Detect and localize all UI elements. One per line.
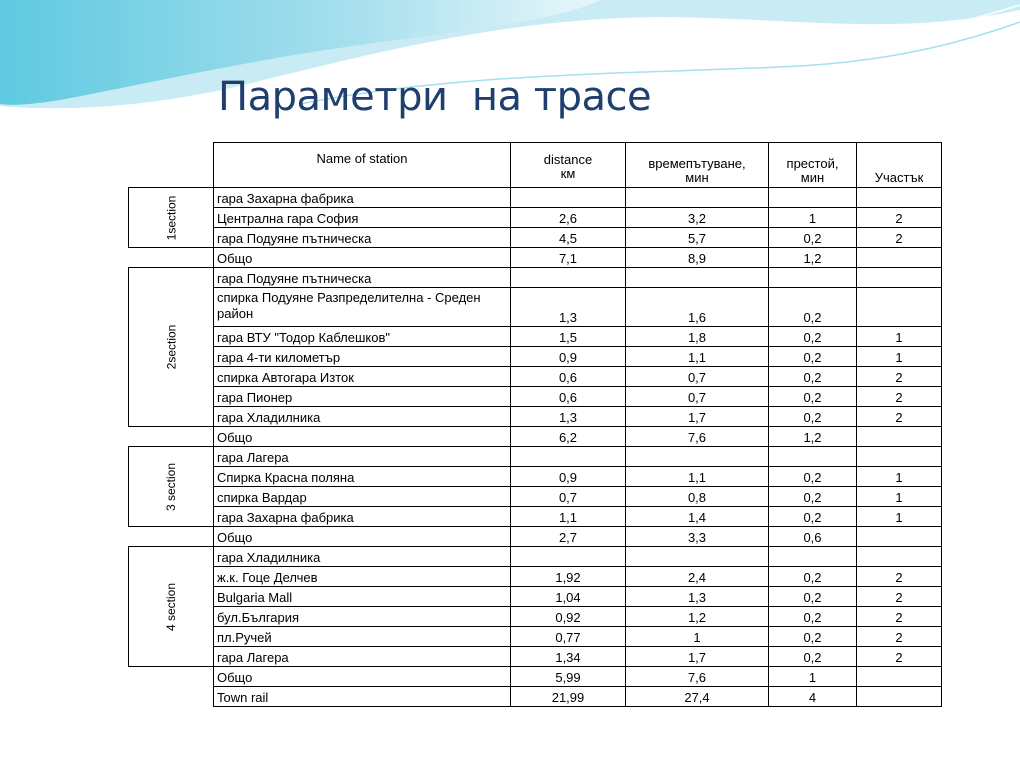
table-row-time: 0,7 <box>625 386 769 407</box>
table-row-stop: 0,2 <box>768 386 857 407</box>
table-row-distance: 0,9 <box>510 346 626 367</box>
total-row-stop: 1,2 <box>768 426 857 447</box>
table-row-stop <box>768 187 857 208</box>
table-row-distance: 0,92 <box>510 606 626 627</box>
table-row-segment <box>856 546 942 567</box>
table-row-name: Централна гара София <box>213 207 511 228</box>
table-row-stop <box>768 546 857 567</box>
table-row-stop: 0,2 <box>768 326 857 347</box>
table-row-distance <box>510 446 626 467</box>
section-label-4 <box>128 546 214 667</box>
table-row-stop: 0,2 <box>768 227 857 248</box>
total-row-stop: 0,6 <box>768 526 857 547</box>
table-row-segment: 2 <box>856 586 942 607</box>
table-row-distance: 0,6 <box>510 366 626 387</box>
table-row-name: гара ВТУ "Тодор Каблешков" <box>213 326 511 347</box>
table-row-time <box>625 446 769 467</box>
total-row-time: 8,9 <box>625 247 769 268</box>
table-row-segment <box>856 446 942 467</box>
table-row-stop: 0,2 <box>768 366 857 387</box>
table-row-time <box>625 546 769 567</box>
table-row-distance: 1,34 <box>510 646 626 667</box>
table-row-time: 1 <box>625 626 769 647</box>
table-row-time: 2,4 <box>625 566 769 587</box>
total-row-segment <box>856 666 942 687</box>
table-row-distance: 2,6 <box>510 207 626 228</box>
table-row-segment: 2 <box>856 566 942 587</box>
table-row-name: гара Захарна фабрика <box>213 506 511 527</box>
table-row-segment: 2 <box>856 626 942 647</box>
table-row-segment: 2 <box>856 606 942 627</box>
table-row-name: гара Пионер <box>213 386 511 407</box>
table-row-name: Bulgaria Mall <box>213 586 511 607</box>
table-row-distance: 1,3 <box>510 406 626 427</box>
total-row-stop: 1 <box>768 666 857 687</box>
table-row-segment: 2 <box>856 207 942 228</box>
table-row-distance: 4,5 <box>510 227 626 248</box>
table-row-time: 1,8 <box>625 326 769 347</box>
total-row-segment <box>856 426 942 447</box>
table-row-time: 5,7 <box>625 227 769 248</box>
table-row-distance <box>510 267 626 288</box>
table-row-name: гара Подуяне пътническа <box>213 267 511 288</box>
table-row-segment: 2 <box>856 646 942 667</box>
total-row-time: 7,6 <box>625 426 769 447</box>
total-row-time: 3,3 <box>625 526 769 547</box>
table-row-segment <box>856 267 942 288</box>
grand-total-row-segment <box>856 686 942 707</box>
total-row-distance: 2,7 <box>510 526 626 547</box>
table-row-name: Спирка Красна поляна <box>213 466 511 487</box>
table-row-stop: 0,2 <box>768 466 857 487</box>
table-row-stop <box>768 267 857 288</box>
table-row-segment: 1 <box>856 466 942 487</box>
header-time: времепътуване, мин <box>625 142 769 188</box>
section-label-text: 1section <box>163 195 178 240</box>
table-row-name: пл.Ручей <box>213 626 511 647</box>
table-row-time <box>625 187 769 208</box>
table-row-time <box>625 267 769 288</box>
table-row-segment: 1 <box>856 346 942 367</box>
table-row-segment: 2 <box>856 386 942 407</box>
table-row-time: 0,8 <box>625 486 769 507</box>
table-row-name: гара Захарна фабрика <box>213 187 511 208</box>
table-row-distance: 1,04 <box>510 586 626 607</box>
table-row-stop: 0,2 <box>768 626 857 647</box>
table-row-time: 3,2 <box>625 207 769 228</box>
table-row-distance: 0,77 <box>510 626 626 647</box>
total-row-distance: 6,2 <box>510 426 626 447</box>
table-row-stop <box>768 446 857 467</box>
grand-total-row-distance: 21,99 <box>510 686 626 707</box>
header-distance: distance км <box>510 142 626 188</box>
table-row-distance <box>510 546 626 567</box>
table-row-name: ж.к. Гоце Делчев <box>213 566 511 587</box>
table-row-segment: 2 <box>856 406 942 427</box>
section-label-text: 4 section <box>164 582 178 631</box>
table-row-segment: 1 <box>856 486 942 507</box>
table-row-distance: 0,7 <box>510 486 626 507</box>
section-label-text: 3 section <box>164 462 178 511</box>
grand-total-row-stop: 4 <box>768 686 857 707</box>
table-row-time: 1,7 <box>625 406 769 427</box>
table-row-time: 1,1 <box>625 346 769 367</box>
table-row-time: 0,7 <box>625 366 769 387</box>
table-row-time: 1,2 <box>625 606 769 627</box>
total-row-name: Общо <box>213 526 511 547</box>
table-row-segment: 1 <box>856 506 942 527</box>
header-segment: Участък <box>856 142 942 188</box>
total-row-name: Общо <box>213 247 511 268</box>
total-row-time: 7,6 <box>625 666 769 687</box>
table-row-name: спирка Автогара Изток <box>213 366 511 387</box>
table-row-stop: 0,2 <box>768 486 857 507</box>
table-row-distance: 1,92 <box>510 566 626 587</box>
table-row-distance: 0,6 <box>510 386 626 407</box>
total-row-name: Общо <box>213 666 511 687</box>
table-row-stop: 1 <box>768 207 857 228</box>
table-row-segment: 1 <box>856 326 942 347</box>
table-row-stop: 0,2 <box>768 606 857 627</box>
total-row-distance: 7,1 <box>510 247 626 268</box>
table-row-name: гара Лагера <box>213 446 511 467</box>
table-row-name: гара Хладилника <box>213 546 511 567</box>
table-row-name: спирка Подуяне Разпределителна - Среден район <box>213 287 511 327</box>
section-label-text: 2section <box>163 324 178 370</box>
table-row-stop: 0,2 <box>768 287 857 327</box>
table-row-name: гара Лагера <box>213 646 511 667</box>
table-row-time: 1,7 <box>625 646 769 667</box>
table-row-distance: 1,3 <box>510 287 626 327</box>
total-row-segment <box>856 247 942 268</box>
grand-total-row-name: Town rail <box>213 686 511 707</box>
table-row-name: гара 4-ти километър <box>213 346 511 367</box>
total-row-segment <box>856 526 942 547</box>
table-row-stop: 0,2 <box>768 646 857 667</box>
table-row-stop: 0,2 <box>768 346 857 367</box>
table-row-stop: 0,2 <box>768 566 857 587</box>
grand-total-row-time: 27,4 <box>625 686 769 707</box>
section-label-3 <box>128 446 214 527</box>
table-row-name: гара Хладилника <box>213 406 511 427</box>
table-row-segment: 2 <box>856 227 942 248</box>
header-stop: престой, мин <box>768 142 857 188</box>
total-row-stop: 1,2 <box>768 247 857 268</box>
table-row-name: бул.България <box>213 606 511 627</box>
table-row-stop: 0,2 <box>768 406 857 427</box>
table-row-time: 1,1 <box>625 466 769 487</box>
table-row-time: 1,3 <box>625 586 769 607</box>
section-label-1 <box>128 187 214 248</box>
total-row-name: Общо <box>213 426 511 447</box>
header-name: Name of station <box>213 142 511 188</box>
table-row-distance: 0,9 <box>510 466 626 487</box>
table-row-distance: 1,5 <box>510 326 626 347</box>
total-row-distance: 5,99 <box>510 666 626 687</box>
table-row-segment: 2 <box>856 366 942 387</box>
table-row-name: спирка Вардар <box>213 486 511 507</box>
table-row-time: 1,6 <box>625 287 769 327</box>
table-row-segment <box>856 287 942 327</box>
slide-title: Параметри на трасе <box>218 74 652 120</box>
table-row-stop: 0,2 <box>768 506 857 527</box>
table-row-segment <box>856 187 942 208</box>
table-row-stop: 0,2 <box>768 586 857 607</box>
table-row-time: 1,4 <box>625 506 769 527</box>
table-row-name: гара Подуяне пътническа <box>213 227 511 248</box>
table-row-distance <box>510 187 626 208</box>
section-label-2 <box>128 267 214 427</box>
table-row-distance: 1,1 <box>510 506 626 527</box>
